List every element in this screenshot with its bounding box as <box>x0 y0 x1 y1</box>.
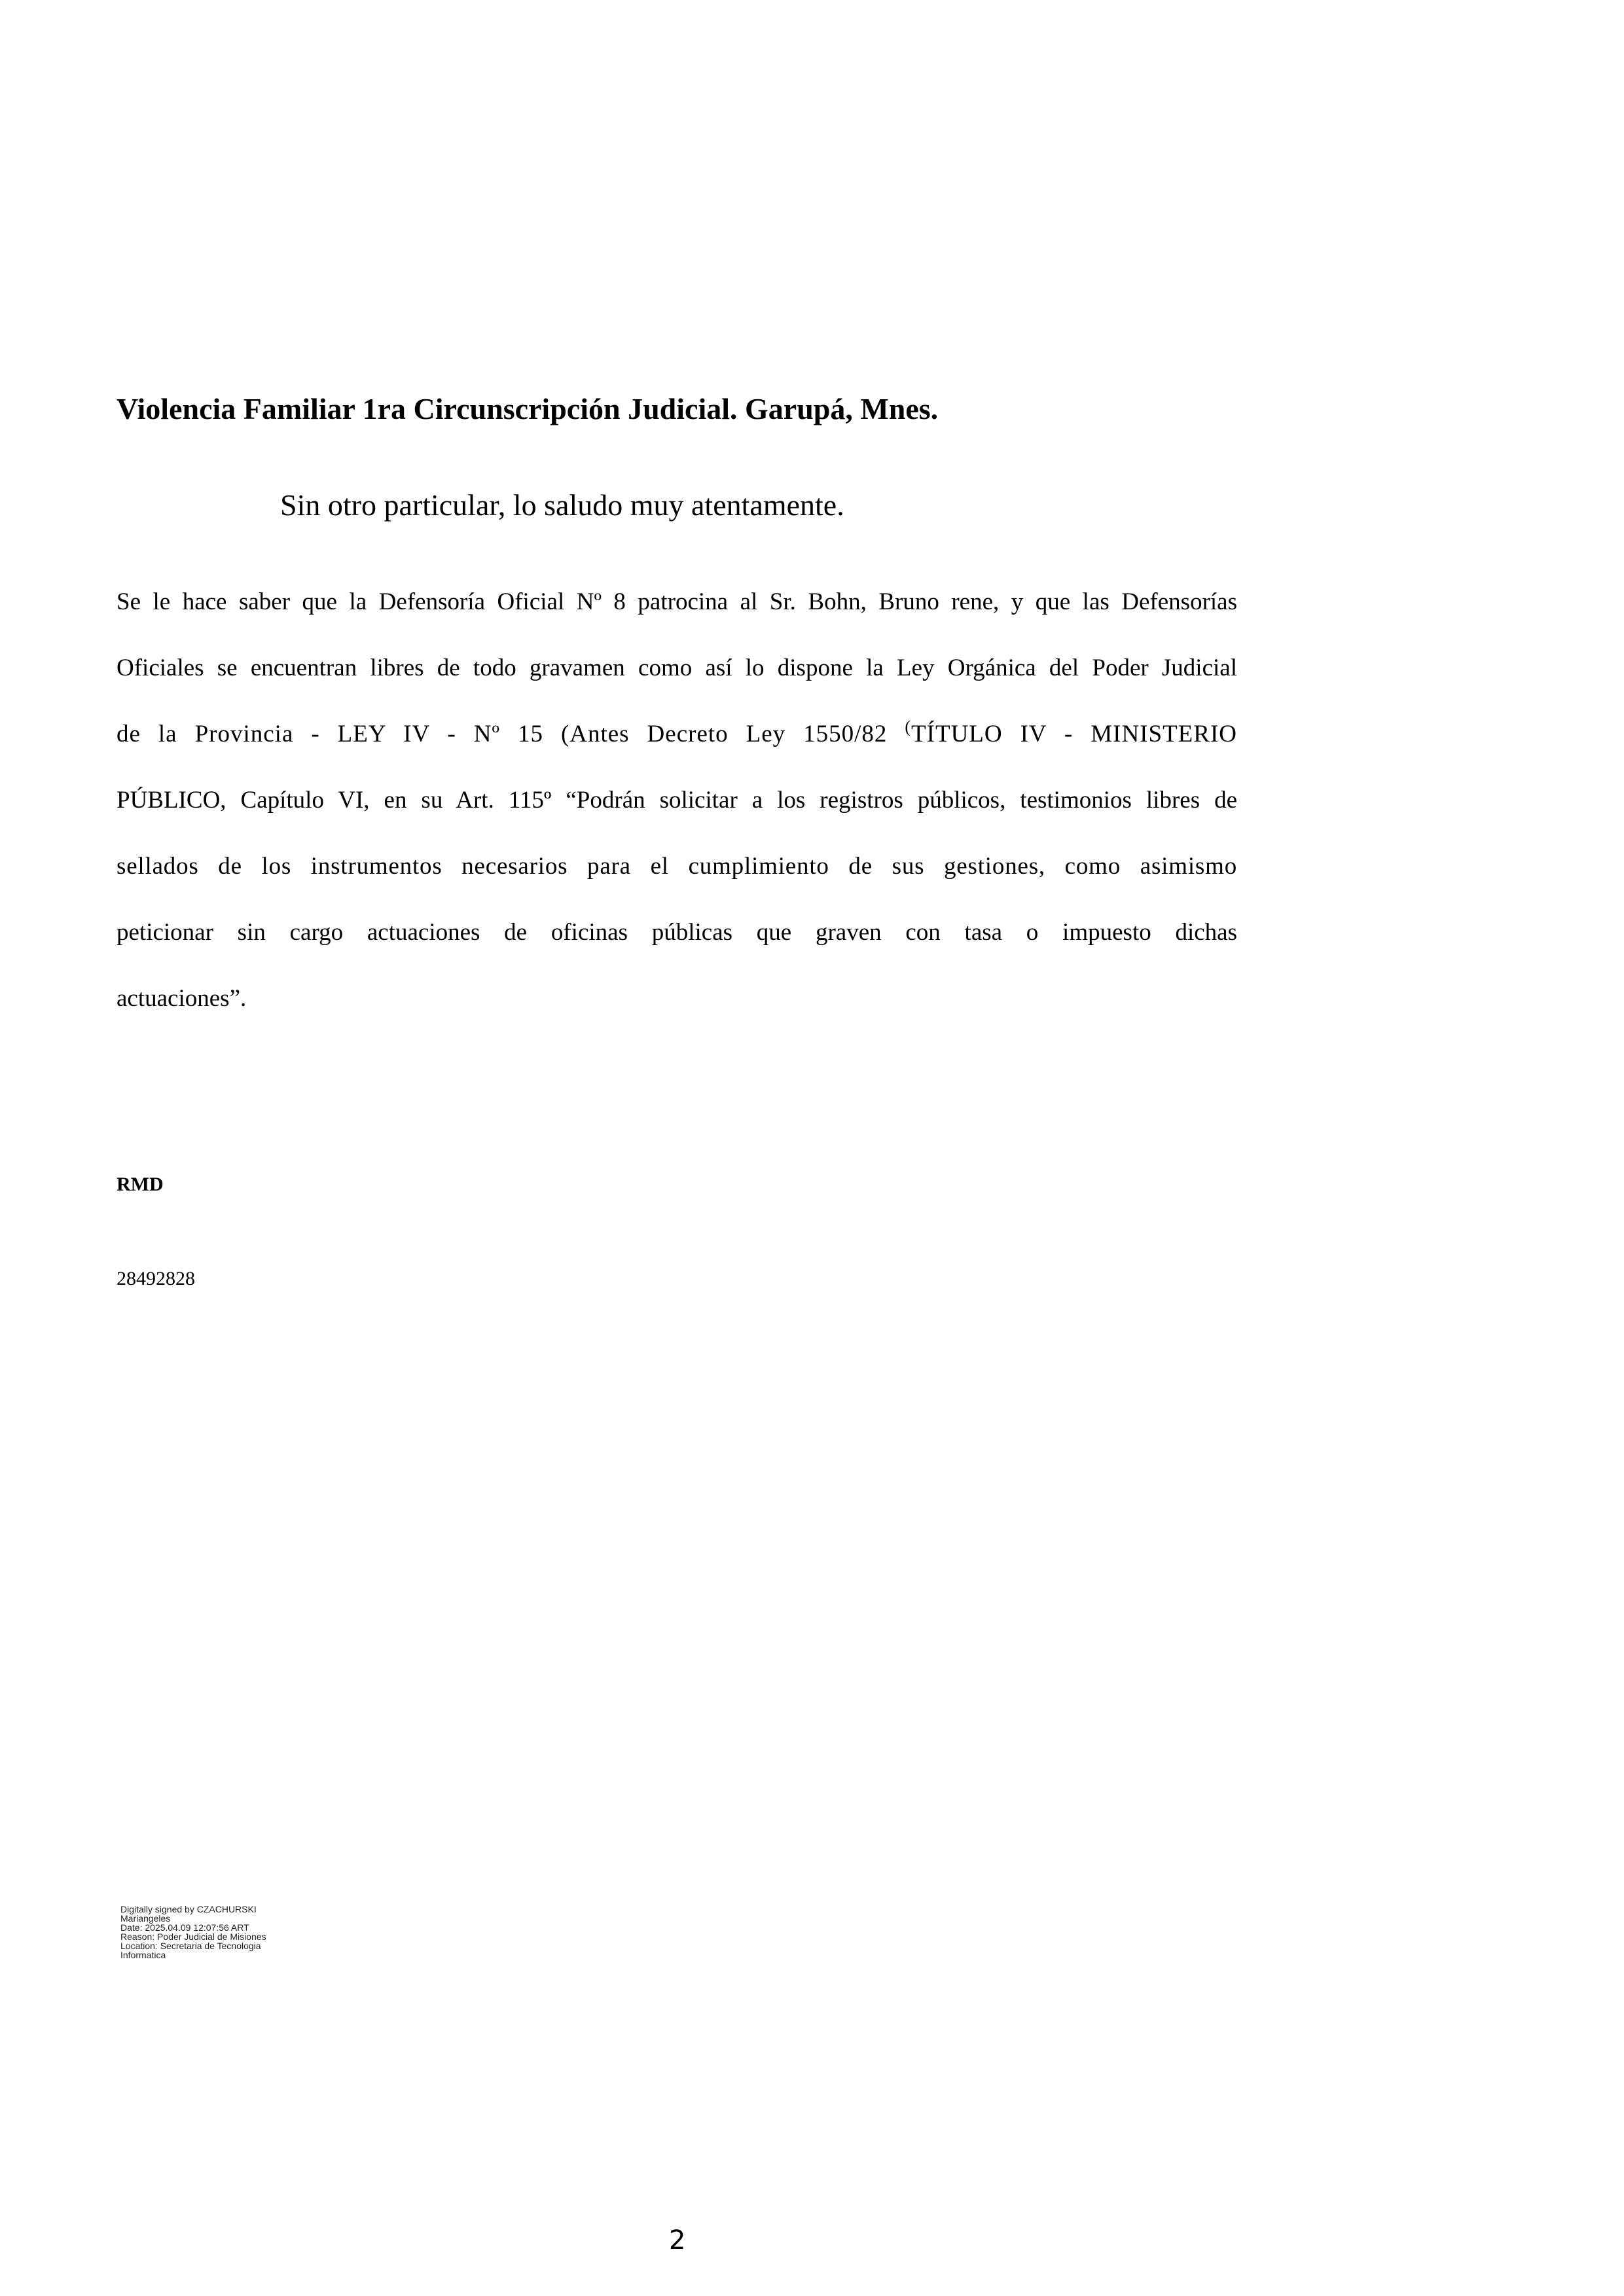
document-heading: Violencia Familiar 1ra Circunscripción Judicial. Garupá, Mnes. <box>117 392 939 425</box>
paragraph-line: PÚBLICO, Capítulo VI, en su Art. 115º “Podrán solicitar a los registros públicos, testimonios libres de <box>117 787 1237 814</box>
signature-line: Mariangeles <box>120 1913 171 1924</box>
signature-line: Informatica <box>120 1950 166 1960</box>
paragraph-line: sellados de los instrumentos necesarios para el cumplimiento de sus gestiones, como asimismo <box>117 853 1237 880</box>
superscript-parenthesis: ( <box>905 717 912 736</box>
paragraph-line: peticionar sin cargo actuaciones de oficinas públicas que graven con tasa o impuesto dichas <box>117 919 1237 946</box>
closing-salutation: Sin otro particular, lo saludo muy atentamente. <box>280 488 844 522</box>
signature-line: Reason: Poder Judicial de Misiones <box>120 1931 266 1942</box>
paragraph-line-segment: de la Provincia - LEY IV - Nº 15 (Antes Decreto Ley 1550/82 <box>117 721 905 747</box>
signature-line: Date: 2025.04.09 12:07:56 ART <box>120 1922 249 1933</box>
paragraph-line: Se le hace saber que la Defensoría Oficial Nº 8 patrocina al Sr. Bohn, Bruno rene, y que las Defensorías <box>117 588 1237 615</box>
digital-signature-stamp <box>120 1905 266 1960</box>
paragraph-line <box>117 717 1237 751</box>
page-number: 2 <box>669 2225 686 2255</box>
paragraph-line-segment: TÍTULO IV - MINISTERIO <box>911 721 1237 747</box>
paragraph-line: actuaciones”. <box>117 985 247 1012</box>
paragraph-line: Oficiales se encuentran libres de todo gravamen como así lo dispone la Ley Orgánica del Poder Judicial <box>117 655 1237 681</box>
reference-number: 28492828 <box>117 1268 195 1289</box>
author-initials: RMD <box>117 1174 164 1195</box>
signature-line: Digitally signed by CZACHURSKI <box>120 1904 257 1914</box>
signature-line: Location: Secretaria de Tecnologia <box>120 1941 261 1951</box>
